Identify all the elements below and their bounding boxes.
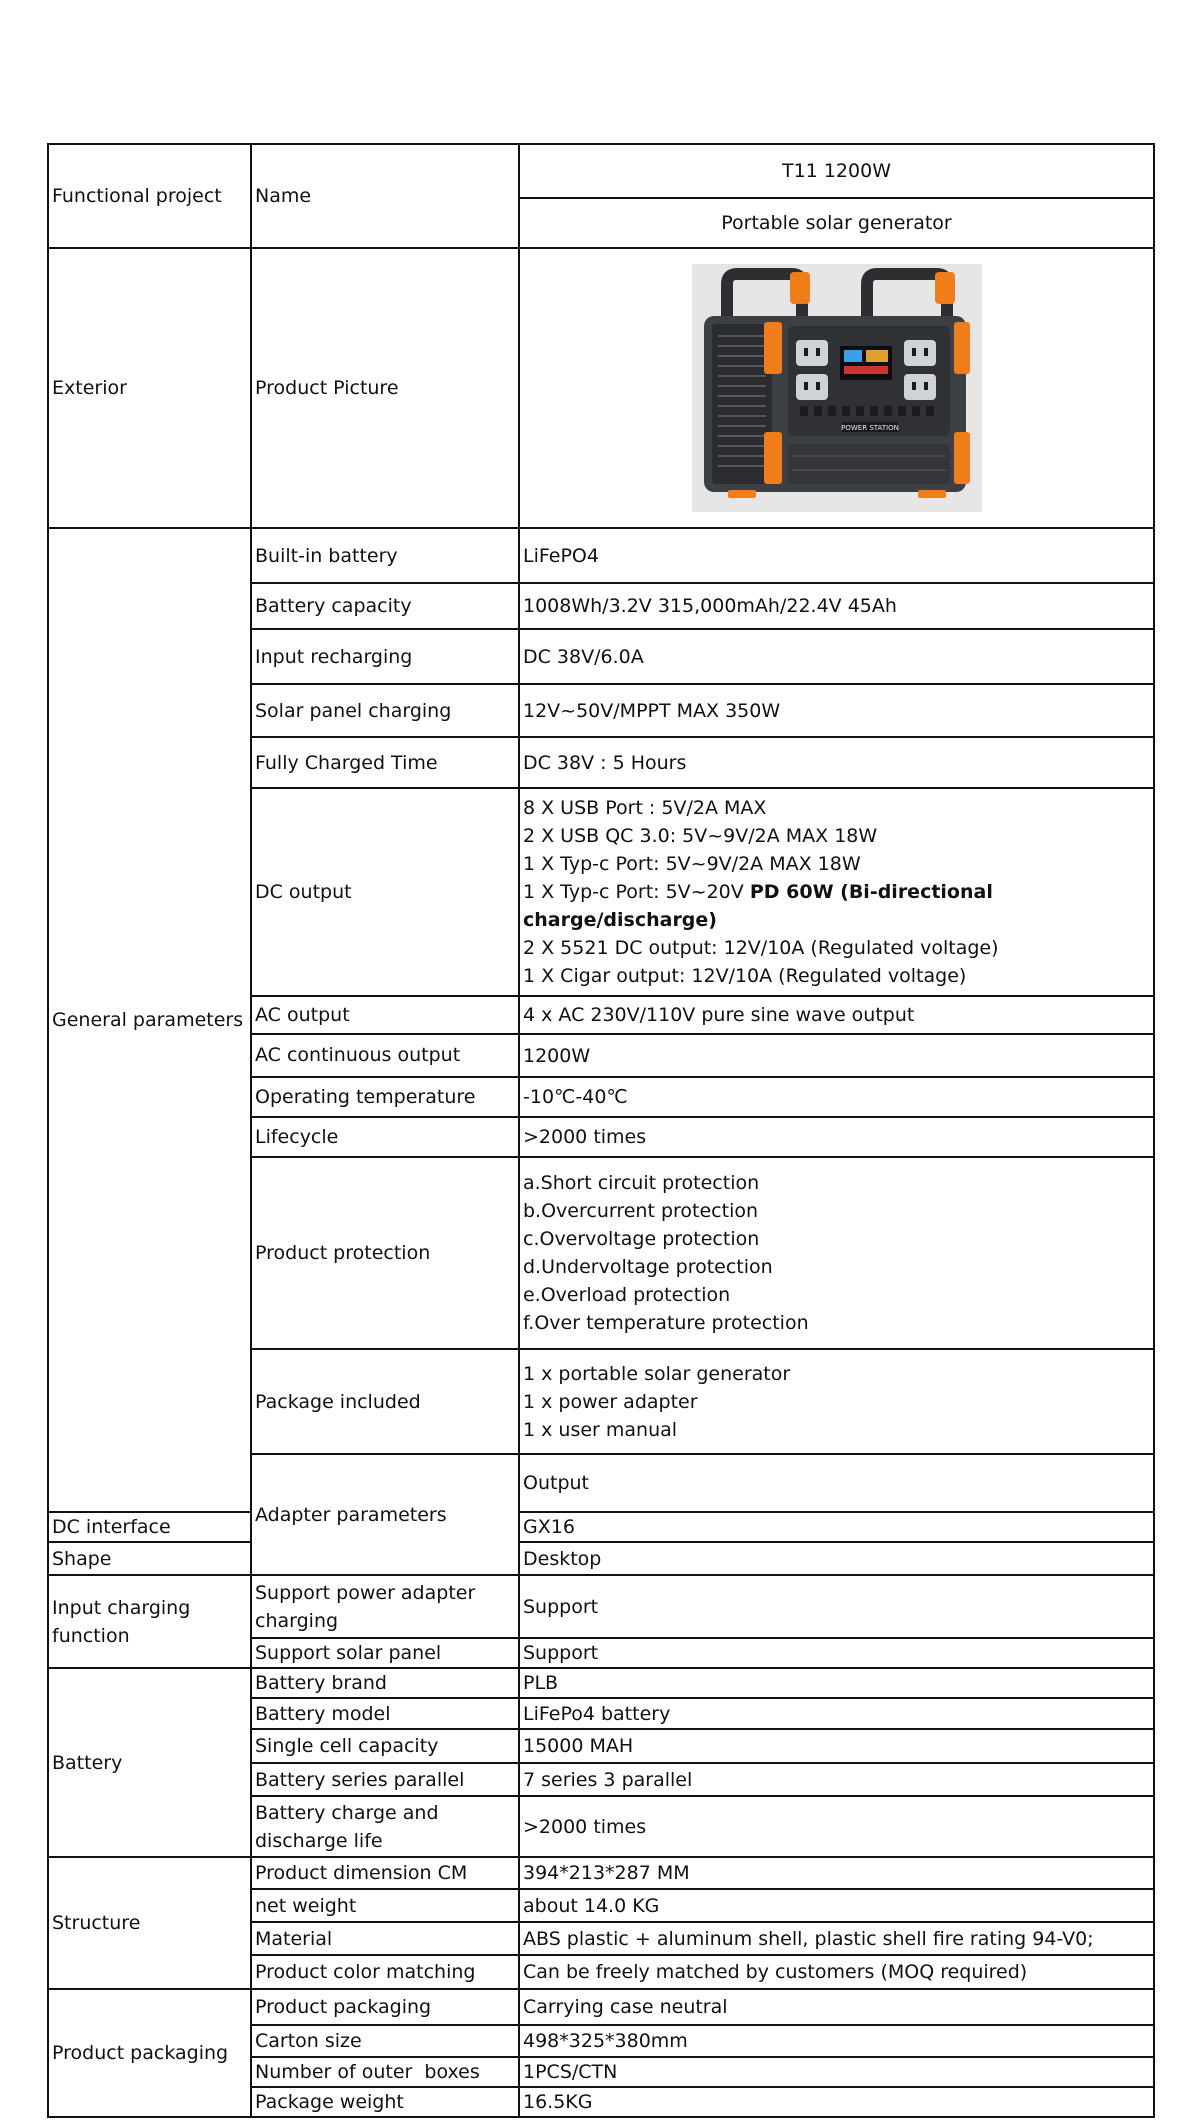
param-label: Fully Charged Time xyxy=(251,737,519,788)
param-label: net weight xyxy=(251,1889,519,1922)
group-general-parameters: General parameters xyxy=(48,528,251,1512)
package-line: 1 x portable solar generator xyxy=(523,1362,791,1385)
param-label: Support power adapter charging xyxy=(251,1575,519,1638)
param-value: 498*325*380mm xyxy=(519,2025,1154,2057)
protection-line: a.Short circuit protection xyxy=(523,1172,760,1194)
param-value: 1PCS/CTN xyxy=(519,2057,1154,2087)
param-value: LiFePo4 battery xyxy=(519,1698,1154,1729)
param-label: DC interface xyxy=(48,1512,251,1542)
protection-line: b.Overcurrent protection xyxy=(523,1200,759,1222)
param-value: LiFePO4 xyxy=(519,528,1154,583)
dc-output-pd-bold: PD 60W (Bi-directional xyxy=(749,881,993,903)
param-label: Solar panel charging xyxy=(251,684,519,737)
param-label: Operating temperature xyxy=(251,1077,519,1117)
protection-line: e.Overload protection xyxy=(523,1284,731,1306)
protection-value xyxy=(519,1157,1154,1349)
param-label: Battery charge and discharge life xyxy=(251,1796,519,1857)
product-picture-cell xyxy=(519,248,1154,528)
param-value: about 14.0 KG xyxy=(519,1889,1154,1922)
param-label: Lifecycle xyxy=(251,1117,519,1157)
panel-text: POWER STATION xyxy=(840,424,899,432)
dc-output-value xyxy=(519,788,1154,996)
param-label: Input recharging xyxy=(251,629,519,684)
group-battery: Battery xyxy=(48,1668,251,1857)
table-row xyxy=(48,1542,1154,1575)
param-value: 12V~50V/MPPT MAX 350W xyxy=(519,684,1154,737)
param-label: Single cell capacity xyxy=(251,1729,519,1763)
param-value: 15000 MAH xyxy=(519,1729,1154,1763)
param-value: Desktop xyxy=(519,1542,1154,1575)
param-label: Output xyxy=(519,1454,1154,1512)
protection-line: f.Over temperature protection xyxy=(523,1312,809,1334)
package-line: 1 x power adapter xyxy=(523,1390,698,1413)
table-row xyxy=(48,528,1154,583)
product-picture xyxy=(692,264,982,512)
param-label: Carton size xyxy=(251,2025,519,2057)
param-label: Battery brand xyxy=(251,1668,519,1698)
param-label: AC continuous output xyxy=(255,1043,461,1066)
product-picture-label: Product Picture xyxy=(251,248,519,528)
param-label: Battery capacity xyxy=(251,583,519,629)
dc-output-line: 1 X Cigar output: 12V/10A (Regulated voltage) xyxy=(523,965,967,987)
param-label: Built-in battery xyxy=(251,528,519,583)
param-label: DC output xyxy=(251,788,519,996)
param-label: Material xyxy=(251,1922,519,1955)
param-value: ABS plastic + aluminum shell, plastic shell fire rating 94-V0; xyxy=(519,1922,1154,1955)
dc-output-line: 2 X 5521 DC output: 12V/10A (Regulated voltage) xyxy=(523,937,999,959)
exterior-row xyxy=(48,248,1154,528)
group-product-packaging: Product packaging xyxy=(48,1989,251,2117)
param-value: 4 x AC 230V/110V pure sine wave output xyxy=(519,996,1154,1034)
param-label: Product packaging xyxy=(251,1989,519,2025)
header-row xyxy=(48,144,1154,198)
param-label: Package weight xyxy=(251,2087,519,2117)
param-label-clipped xyxy=(251,1034,519,1077)
param-value: 394*213*287 MM xyxy=(519,1857,1154,1889)
param-label: AC output xyxy=(251,996,519,1034)
param-label: Battery series parallel xyxy=(251,1763,519,1796)
param-value: 7 series 3 parallel xyxy=(519,1763,1154,1796)
table-row xyxy=(48,1989,1154,2025)
table-row xyxy=(48,1668,1154,1698)
package-value xyxy=(519,1349,1154,1454)
dc-output-pd-prefix: 1 X Typ-c Port: 5V~20V xyxy=(523,881,750,903)
table-row xyxy=(48,1857,1154,1889)
param-value: Can be freely matched by customers (MOQ required) xyxy=(519,1955,1154,1989)
param-label: Product color matching xyxy=(251,1955,519,1989)
param-label: Shape xyxy=(48,1542,251,1575)
param-value: >2000 times xyxy=(519,1796,1154,1857)
param-value: GX16 xyxy=(519,1512,1154,1542)
group-input-charging: Input charging function xyxy=(48,1575,251,1668)
group-exterior: Exterior xyxy=(48,248,251,528)
model-name: T11 1200W xyxy=(519,144,1154,198)
group-adapter-parameters: Adapter parameters xyxy=(251,1454,519,1575)
package-line: 1 x user manual xyxy=(523,1418,678,1441)
param-label: Product dimension CM xyxy=(251,1857,519,1889)
param-label: Battery model xyxy=(251,1698,519,1729)
group-structure: Structure xyxy=(48,1857,251,1989)
table-row xyxy=(48,1512,1154,1542)
param-value: 1008Wh/3.2V 315,000mAh/22.4V 45Ah xyxy=(519,583,1154,629)
dc-output-line: 2 X USB QC 3.0: 5V~9V/2A MAX 18W xyxy=(523,825,878,847)
param-value: DC 38V/6.0A xyxy=(519,629,1154,684)
param-value: PLB xyxy=(519,1668,1154,1698)
param-label: Number of outer boxes xyxy=(251,2057,519,2087)
dc-output-pd-bold-cont: charge/discharge) xyxy=(523,909,717,931)
param-value: >2000 times xyxy=(519,1117,1154,1157)
product-type: Portable solar generator xyxy=(519,198,1154,248)
param-value: 1200W xyxy=(519,1034,1154,1077)
param-label: Support solar panel xyxy=(251,1638,519,1668)
protection-line: c.Overvoltage protection xyxy=(523,1228,760,1250)
param-value: -10℃-40℃ xyxy=(519,1077,1154,1117)
dc-output-line: 1 X Typ-c Port: 5V~9V/2A MAX 18W xyxy=(523,853,861,875)
param-value: Support xyxy=(519,1638,1154,1668)
table-row xyxy=(48,1575,1154,1638)
header-name: Name xyxy=(251,144,519,248)
param-value: Carrying case neutral xyxy=(519,1989,1154,2025)
header-functional-project: Functional project xyxy=(48,144,251,248)
param-label: Product protection xyxy=(251,1157,519,1349)
protection-line: d.Undervoltage protection xyxy=(523,1256,773,1278)
param-value: DC 38V : 5 Hours xyxy=(519,737,1154,788)
dc-output-line: 8 X USB Port : 5V/2A MAX xyxy=(523,797,767,819)
param-value: 16.5KG xyxy=(519,2087,1154,2117)
param-value: Support xyxy=(519,1575,1154,1638)
spec-table xyxy=(47,143,1155,2118)
dc-output-line xyxy=(523,878,1150,906)
param-label: Package included xyxy=(251,1349,519,1454)
